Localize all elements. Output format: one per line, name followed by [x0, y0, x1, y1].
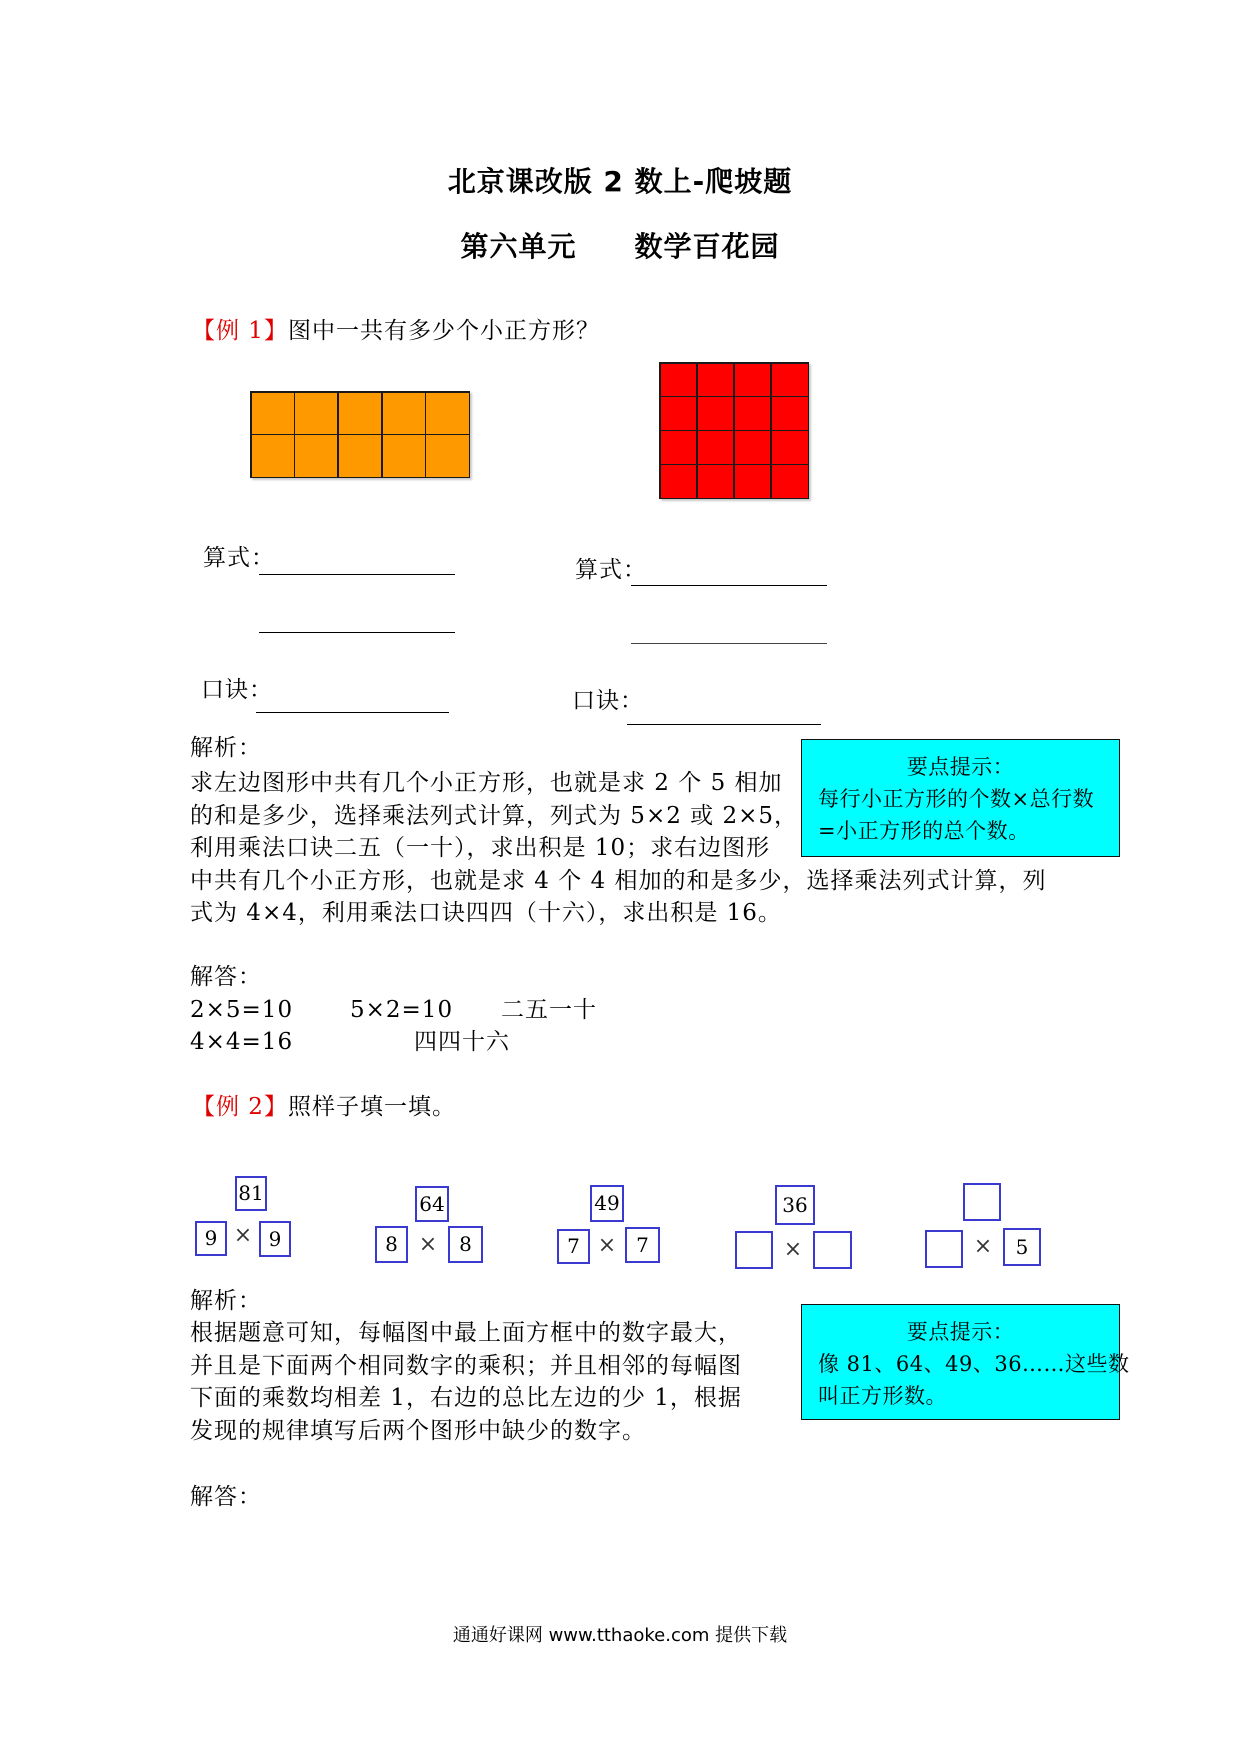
- grid-cell: [252, 435, 294, 476]
- formula-label-left: 算式：: [203, 545, 275, 571]
- analysis-paragraph: [190, 1317, 742, 1447]
- answer-item: 四四十六: [414, 1029, 510, 1055]
- grid-cell: [772, 364, 808, 396]
- formula-blank-right-2: [631, 643, 827, 644]
- grid-cell: [426, 435, 468, 476]
- grid-cell: [295, 393, 337, 434]
- grid-cell: [661, 364, 697, 396]
- analysis-line: 根据题意可知，每幅图中最上面方框中的数字最大，: [190, 1320, 742, 1346]
- page-footer: 通通好课网 www.tthaoke.com 提供下载: [452, 1625, 788, 1646]
- analysis-label: 解析：: [190, 735, 262, 761]
- topic-label: 数学百花园: [634, 230, 780, 263]
- grid-cell: [735, 397, 771, 429]
- answer-item: 4×4=16: [190, 1029, 294, 1055]
- tip-line: 叫正方形数。: [818, 1384, 947, 1408]
- analysis-line: 式为 4×4，利用乘法口诀四四（十六），求出积是 16。: [190, 900, 782, 926]
- example1-question: 图中一共有多少个小正方形？: [287, 318, 600, 344]
- tip-box: [801, 1304, 1130, 1420]
- formula-blank-left-1: [259, 574, 455, 575]
- factor-box: [925, 1230, 963, 1268]
- grid-cell: [339, 393, 381, 434]
- product-box: [963, 1183, 1001, 1221]
- factor-box: 5: [1003, 1228, 1041, 1266]
- formula-blank-right-1: [631, 585, 827, 586]
- tip-box: [801, 739, 1120, 857]
- analysis-label: 解析：: [190, 1288, 262, 1314]
- grid-cell: [698, 465, 734, 497]
- tip-line: 像 81、64、49、36……这些数: [818, 1352, 1130, 1376]
- grid-cell: [426, 393, 468, 434]
- factor-box: 9: [195, 1221, 227, 1256]
- multiply-sign: ×: [973, 1234, 993, 1259]
- grid-cell: [661, 397, 697, 429]
- example2-question: 照样子填一填。: [287, 1094, 456, 1120]
- tip-line: 每行小正方形的个数×总行数: [818, 787, 1095, 811]
- analysis-line: 求左边图形中共有几个小正方形，也就是求 2 个 5 相加: [190, 770, 783, 796]
- product-box: 64: [415, 1186, 449, 1222]
- example2-heading: [192, 1091, 456, 1123]
- grid-cell: [383, 393, 425, 434]
- answer-item: 二五一十: [501, 997, 597, 1023]
- product-box: 49: [590, 1185, 624, 1222]
- unit-label: 第六单元: [460, 230, 577, 263]
- analysis-line: 发现的规律填写后两个图形中缺少的数字。: [190, 1417, 646, 1444]
- multiply-sign: ×: [233, 1223, 253, 1248]
- formula-label-right: 算式：: [575, 557, 647, 583]
- orange-square-grid: [250, 391, 470, 478]
- grid-cell: [661, 465, 697, 497]
- grid-cell: [772, 431, 808, 463]
- grid-cell: [295, 435, 337, 476]
- example1-tag: 【例 1】: [192, 318, 288, 344]
- factor-box: 8: [448, 1226, 483, 1263]
- answer-label: 解答：: [190, 964, 262, 990]
- rhyme-blank-left: [256, 712, 449, 713]
- factor-box: 9: [259, 1221, 291, 1257]
- grid-cell: [698, 364, 734, 396]
- factor-box: 7: [557, 1229, 590, 1264]
- answer-label: 解答：: [190, 1484, 262, 1510]
- analysis-line: 利用乘法口诀二五（一十），求出积是 10；求右边图形: [190, 835, 771, 861]
- grid-cell: [698, 397, 734, 429]
- tip-title: 要点提示：: [906, 1320, 1015, 1344]
- factor-box: 8: [375, 1226, 408, 1263]
- red-square-grid: [659, 362, 809, 499]
- multiply-sign: ×: [418, 1232, 438, 1257]
- factor-box: [813, 1231, 852, 1269]
- rhyme-blank-right: [627, 724, 821, 725]
- grid-cell: [383, 435, 425, 476]
- product-box: 81: [235, 1176, 267, 1211]
- analysis-line: 并且是下面两个相同数字的乘积；并且相邻的每幅图: [190, 1352, 742, 1379]
- grid-cell: [735, 364, 771, 396]
- formula-blank-left-2: [259, 632, 455, 633]
- analysis-line: 中共有几个小正方形，也就是求 4 个 4 相加的和是多少，选择乘法列式计算，列: [190, 867, 1047, 894]
- factor-box: [735, 1231, 773, 1269]
- grid-cell: [698, 431, 734, 463]
- answer-item: 2×5=10: [190, 997, 294, 1023]
- grid-cell: [772, 397, 808, 429]
- rhyme-label-left: 口诀：: [201, 677, 273, 703]
- example1-heading: [192, 315, 600, 347]
- analysis-line: 的和是多少，选择乘法列式计算，列式为 5×2 或 2×5，: [190, 802, 799, 829]
- analysis-line: 下面的乘数均相差 1，右边的总比左边的少 1，根据: [190, 1385, 742, 1411]
- example2-tag: 【例 2】: [192, 1094, 288, 1120]
- answer-item: 5×2=10: [350, 997, 454, 1023]
- product-box: 36: [775, 1185, 815, 1225]
- grid-cell: [735, 465, 771, 497]
- page-title: 北京课改版 2 数上-爬坡题: [447, 165, 793, 198]
- grid-cell: [339, 435, 381, 476]
- grid-cell: [772, 465, 808, 497]
- page-subtitle: [0, 230, 1240, 264]
- grid-cell: [661, 431, 697, 463]
- grid-cell: [735, 431, 771, 463]
- tip-line: =小正方形的总个数。: [818, 819, 1030, 843]
- multiply-sign: ×: [783, 1237, 803, 1262]
- tip-title: 要点提示：: [906, 755, 1015, 779]
- factor-box: 7: [625, 1227, 660, 1263]
- rhyme-label-right: 口诀：: [572, 688, 644, 714]
- grid-cell: [252, 393, 294, 434]
- multiply-sign: ×: [597, 1233, 617, 1258]
